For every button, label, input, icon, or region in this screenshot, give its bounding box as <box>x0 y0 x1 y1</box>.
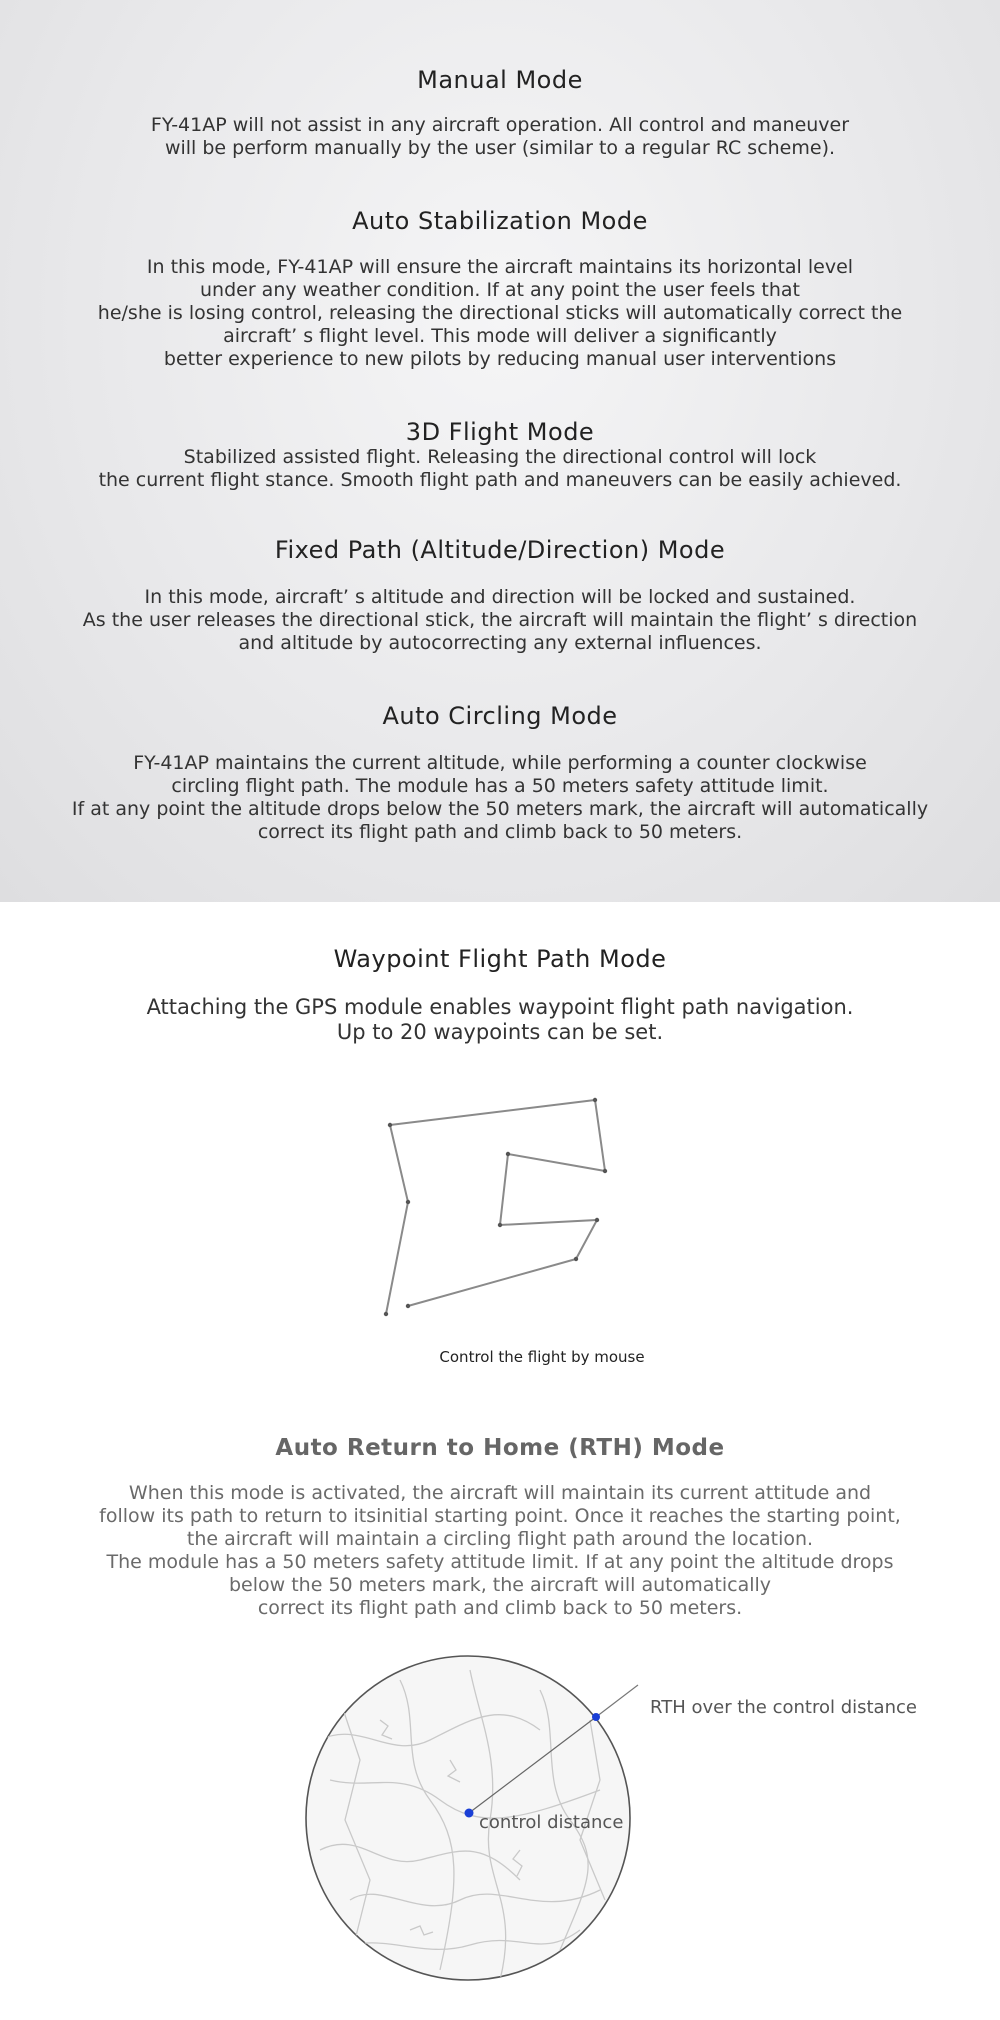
waypoint-caption: Control the flight by mouse <box>439 1348 645 1366</box>
rth-title: Auto Return to Home (RTH) Mode <box>275 1435 725 1461</box>
fixed-path-description: In this mode, aircraft’ s altitude and direction will be locked and sustained. As the user releases the directional stick, the aircraft will maintain the flight’ s direction and altitude by autocorrecting any external influences. <box>82 586 918 654</box>
auto-circling-description: FY-41AP maintains the current altitude, while performing a counter clockwise circling flight path. The module has a 50 meters safety attitude limit. If at any point the altitude drops below the 50 meters mark, the aircraft will automatically correct its flight path and climb back to 50 meters. <box>71 752 929 843</box>
auto-circling-title: Auto Circling Mode <box>382 702 618 730</box>
manual-mode-description: FY-41AP will not assist in any aircraft operation. All control and maneuver will be perform manually by the user (similar to a regular RC scheme). <box>150 114 850 159</box>
rth-description: When this mode is activated, the aircraft will maintain its current attitude and follow its path to return to itsinitial starting point. Once it reaches the starting point, the aircraft will maintain a circling flight path around the location. The module has a 50 meters safety attitude limit. If at any point the altitude drops below the 50 meters mark, the aircraft will automatically correct its flight path and climb back to 50 meters. <box>99 1482 901 1619</box>
3d-flight-description: Stabilized assisted flight. Releasing the directional control will lock the current flight stance. Smooth flight path and maneuvers can be easily achieved. <box>98 446 902 491</box>
rth-label-leader <box>596 1685 638 1717</box>
auto-stabilization-title: Auto Stabilization Mode <box>352 207 648 235</box>
auto-stabilization-description: In this mode, FY-41AP will ensure the aircraft maintains its horizontal level under any weather condition. If at any point the user feels that he/she is losing control, releasing the directional sticks will automatically correct the aircraft’ s flight level. This mode will deliver a significantly better experience to new pilots by reducing manual user interventions <box>97 256 903 370</box>
waypoint-description: Attaching the GPS module enables waypoint flight path navigation. Up to 20 waypoints can be set. <box>146 995 854 1044</box>
control-distance-label: control distance <box>479 1812 624 1833</box>
3d-flight-title: 3D Flight Mode <box>405 418 595 446</box>
aircraft-boundary-marker <box>592 1713 600 1721</box>
waypoint-title: Waypoint Flight Path Mode <box>333 945 667 973</box>
home-point-marker <box>465 1809 474 1818</box>
rth-over-distance-label: RTH over the control distance <box>650 1697 917 1718</box>
manual-mode-title: Manual Mode <box>417 66 583 94</box>
fixed-path-title: Fixed Path (Altitude/Direction) Mode <box>274 536 726 564</box>
